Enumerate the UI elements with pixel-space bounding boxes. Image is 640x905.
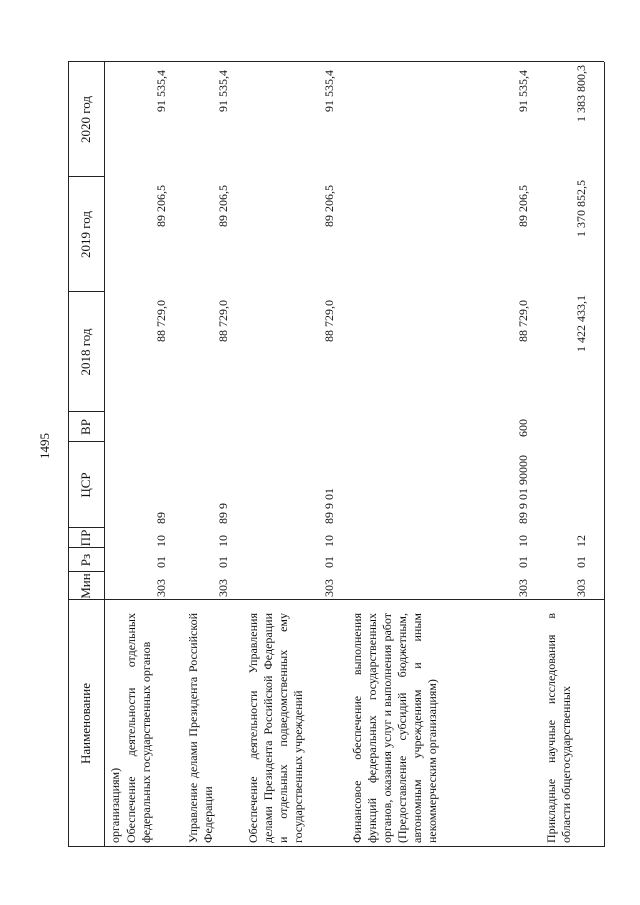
row-4-rz: 01 bbox=[516, 556, 530, 568]
row-2-min: 303 bbox=[216, 579, 230, 597]
row-4-vr: 600 bbox=[516, 419, 530, 437]
row-2-2018: 88 729,0 bbox=[216, 300, 230, 342]
header-min: Мин bbox=[78, 573, 93, 599]
row-5-2020: 1 383 800,3 bbox=[574, 65, 588, 122]
table-border-right bbox=[68, 61, 604, 62]
row-5-2019: 1 370 852,5 bbox=[574, 180, 588, 237]
row-5-rz: 01 bbox=[574, 556, 588, 568]
row-3-name: Обеспечение деятельности Управления делами Президента Российской Федерации и отдельных подведомственных ему государственных учреждений bbox=[246, 613, 305, 843]
header-name: Наименование bbox=[78, 683, 93, 764]
row-1-rz: 01 bbox=[154, 556, 168, 568]
row-1-2020: 91 535,4 bbox=[154, 70, 168, 112]
row-4-name: Финансовое обеспечение выполнения функций федеральных государственных органов, оказания услуг и выполнения работ (Предоставление субсидий бюджетным, автономным учреждениям и иным некоммерческим организациям) bbox=[350, 613, 439, 843]
name-column-divider bbox=[68, 599, 604, 600]
row-4-2019: 89 206,5 bbox=[516, 185, 530, 227]
header-2020: 2020 год bbox=[78, 96, 93, 143]
header-csr: ЦСР bbox=[78, 472, 93, 498]
row-3-rz: 01 bbox=[322, 556, 336, 568]
budget-table bbox=[68, 62, 604, 847]
row-5-2018: 1 422 433,1 bbox=[574, 295, 588, 352]
row-1-min: 303 bbox=[154, 579, 168, 597]
row-2-rz: 01 bbox=[216, 556, 230, 568]
row-5-min: 303 bbox=[574, 579, 588, 597]
row-1-2018: 88 729,0 bbox=[154, 300, 168, 342]
row-2-2020: 91 535,4 bbox=[216, 70, 230, 112]
row-4-2018: 88 729,0 bbox=[516, 300, 530, 342]
row-3-pr: 10 bbox=[322, 535, 336, 547]
row-5-pr: 12 bbox=[574, 535, 588, 547]
row-3-2020: 91 535,4 bbox=[322, 70, 336, 112]
row-1-csr: 89 bbox=[154, 512, 168, 524]
table-border-bottom bbox=[604, 62, 605, 847]
row-3-2019: 89 206,5 bbox=[322, 185, 336, 227]
row-1-2019: 89 206,5 bbox=[154, 185, 168, 227]
row-2-2019: 89 206,5 bbox=[216, 185, 230, 227]
header-divider bbox=[104, 62, 105, 847]
header-2019: 2019 год bbox=[78, 211, 93, 258]
row-5-name: Прикладные научные исследования в области общегосударственных bbox=[544, 613, 573, 843]
header-pr: ПР bbox=[78, 529, 93, 547]
table-border-left bbox=[68, 846, 604, 847]
row-2-pr: 10 bbox=[216, 535, 230, 547]
header-vr: ВР bbox=[78, 419, 93, 435]
row-2-csr: 89 9 bbox=[216, 503, 230, 524]
row-1-pr: 10 bbox=[154, 535, 168, 547]
row-4-csr: 89 9 01 90000 bbox=[516, 455, 530, 524]
header-2018: 2018 год bbox=[78, 328, 93, 376]
row-2-name: Управление делами Президента Российской Федерации bbox=[186, 613, 215, 843]
row-3-2018: 88 729,0 bbox=[322, 300, 336, 342]
row-1-name: Обеспечение деятельности отдельных федеральных государственных органов bbox=[124, 613, 153, 843]
row-0-name: организациям) bbox=[108, 767, 122, 843]
row-4-min: 303 bbox=[516, 579, 530, 597]
row-3-min: 303 bbox=[322, 579, 336, 597]
row-4-pr: 10 bbox=[516, 535, 530, 547]
row-3-csr: 89 9 01 bbox=[322, 488, 336, 524]
header-rz: Рз bbox=[78, 553, 93, 567]
page-number: 1495 bbox=[37, 433, 52, 459]
row-4-2020: 91 535,4 bbox=[516, 70, 530, 112]
